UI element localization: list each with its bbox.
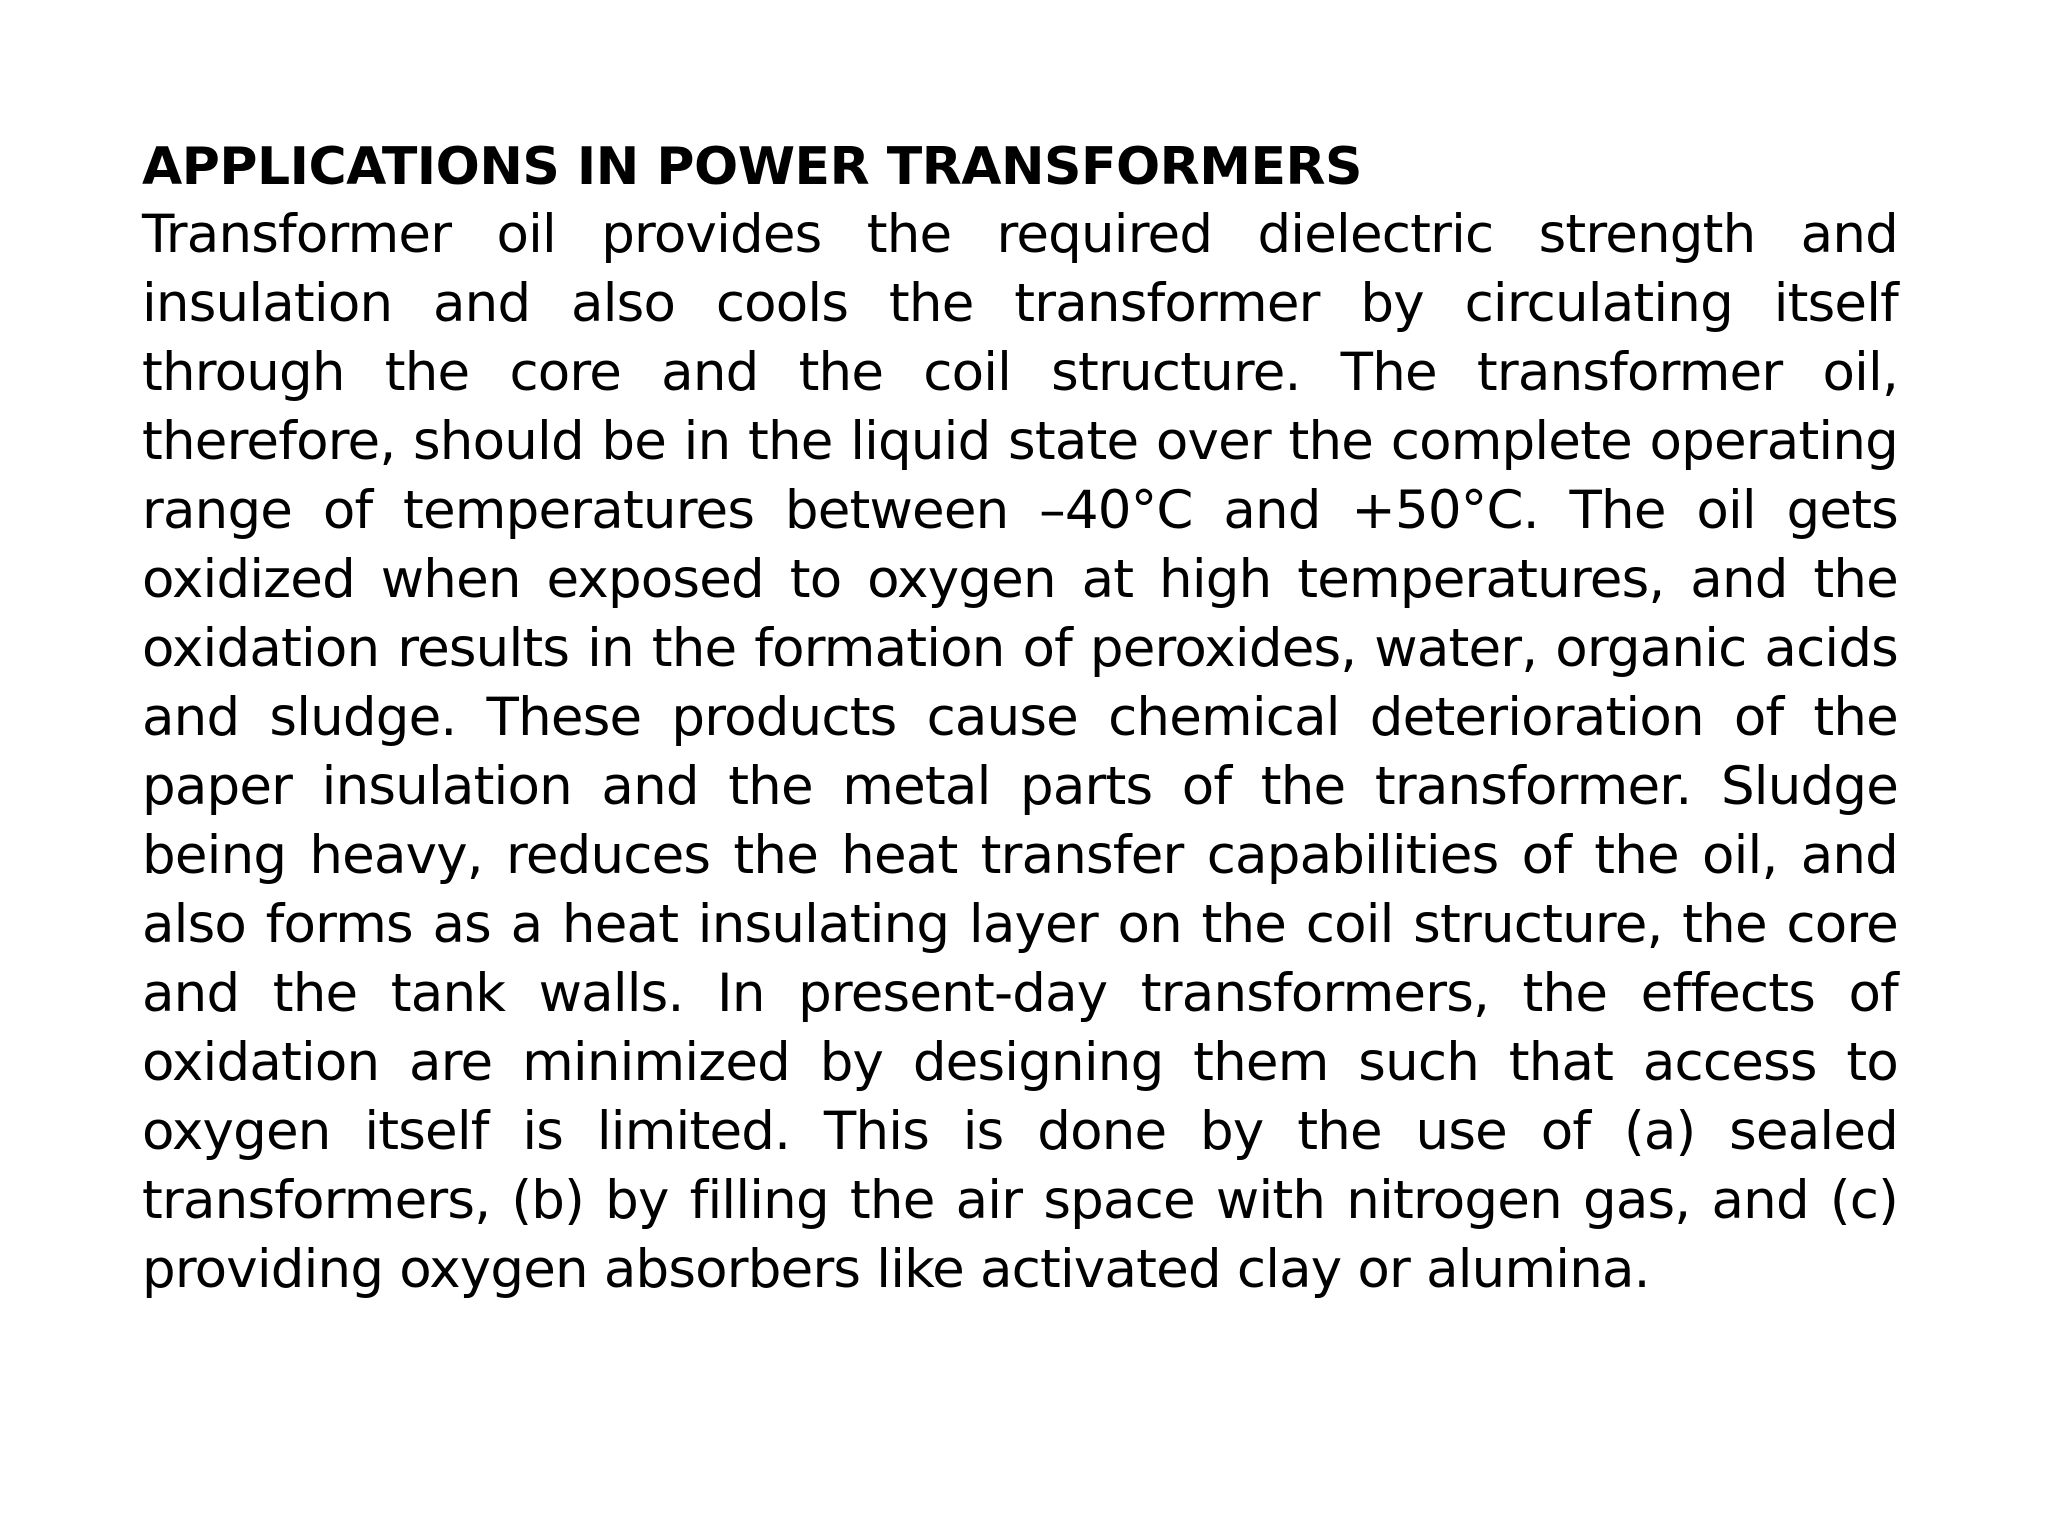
slide-body-text: Transformer oil provides the required dielectric strength and insulation and also cools the transformer by circulating itself through the core and the coil structure. The transformer oil, therefore, should be in the liquid state over the complete operating range of temperatures between –40°C and +50°C. The oil gets oxidized when exposed to oxygen at high temperatures, and the oxidation results in the formation of peroxides, water, organic acids and sludge. These products cause chemical deterioration of the paper insulation and the metal parts of the transformer. Sludge being heavy, reduces the heat transfer capabilities of the oil, and also forms as a heat insulating layer on the coil structure, the core and the tank walls. In present-day transformers, the effects of oxidation are minimized by designing them such that access to oxygen itself is limited. This is done by the use of (a) sealed transformers, (b) by filling the air space with nitrogen gas, and (c) providing oxygen absorbers like activated clay or alumina. xyxy=(142,204,1898,1300)
slide-content xyxy=(142,134,1898,1304)
slide-title: APPLICATIONS IN POWER TRANSFORMERS xyxy=(142,137,1362,197)
